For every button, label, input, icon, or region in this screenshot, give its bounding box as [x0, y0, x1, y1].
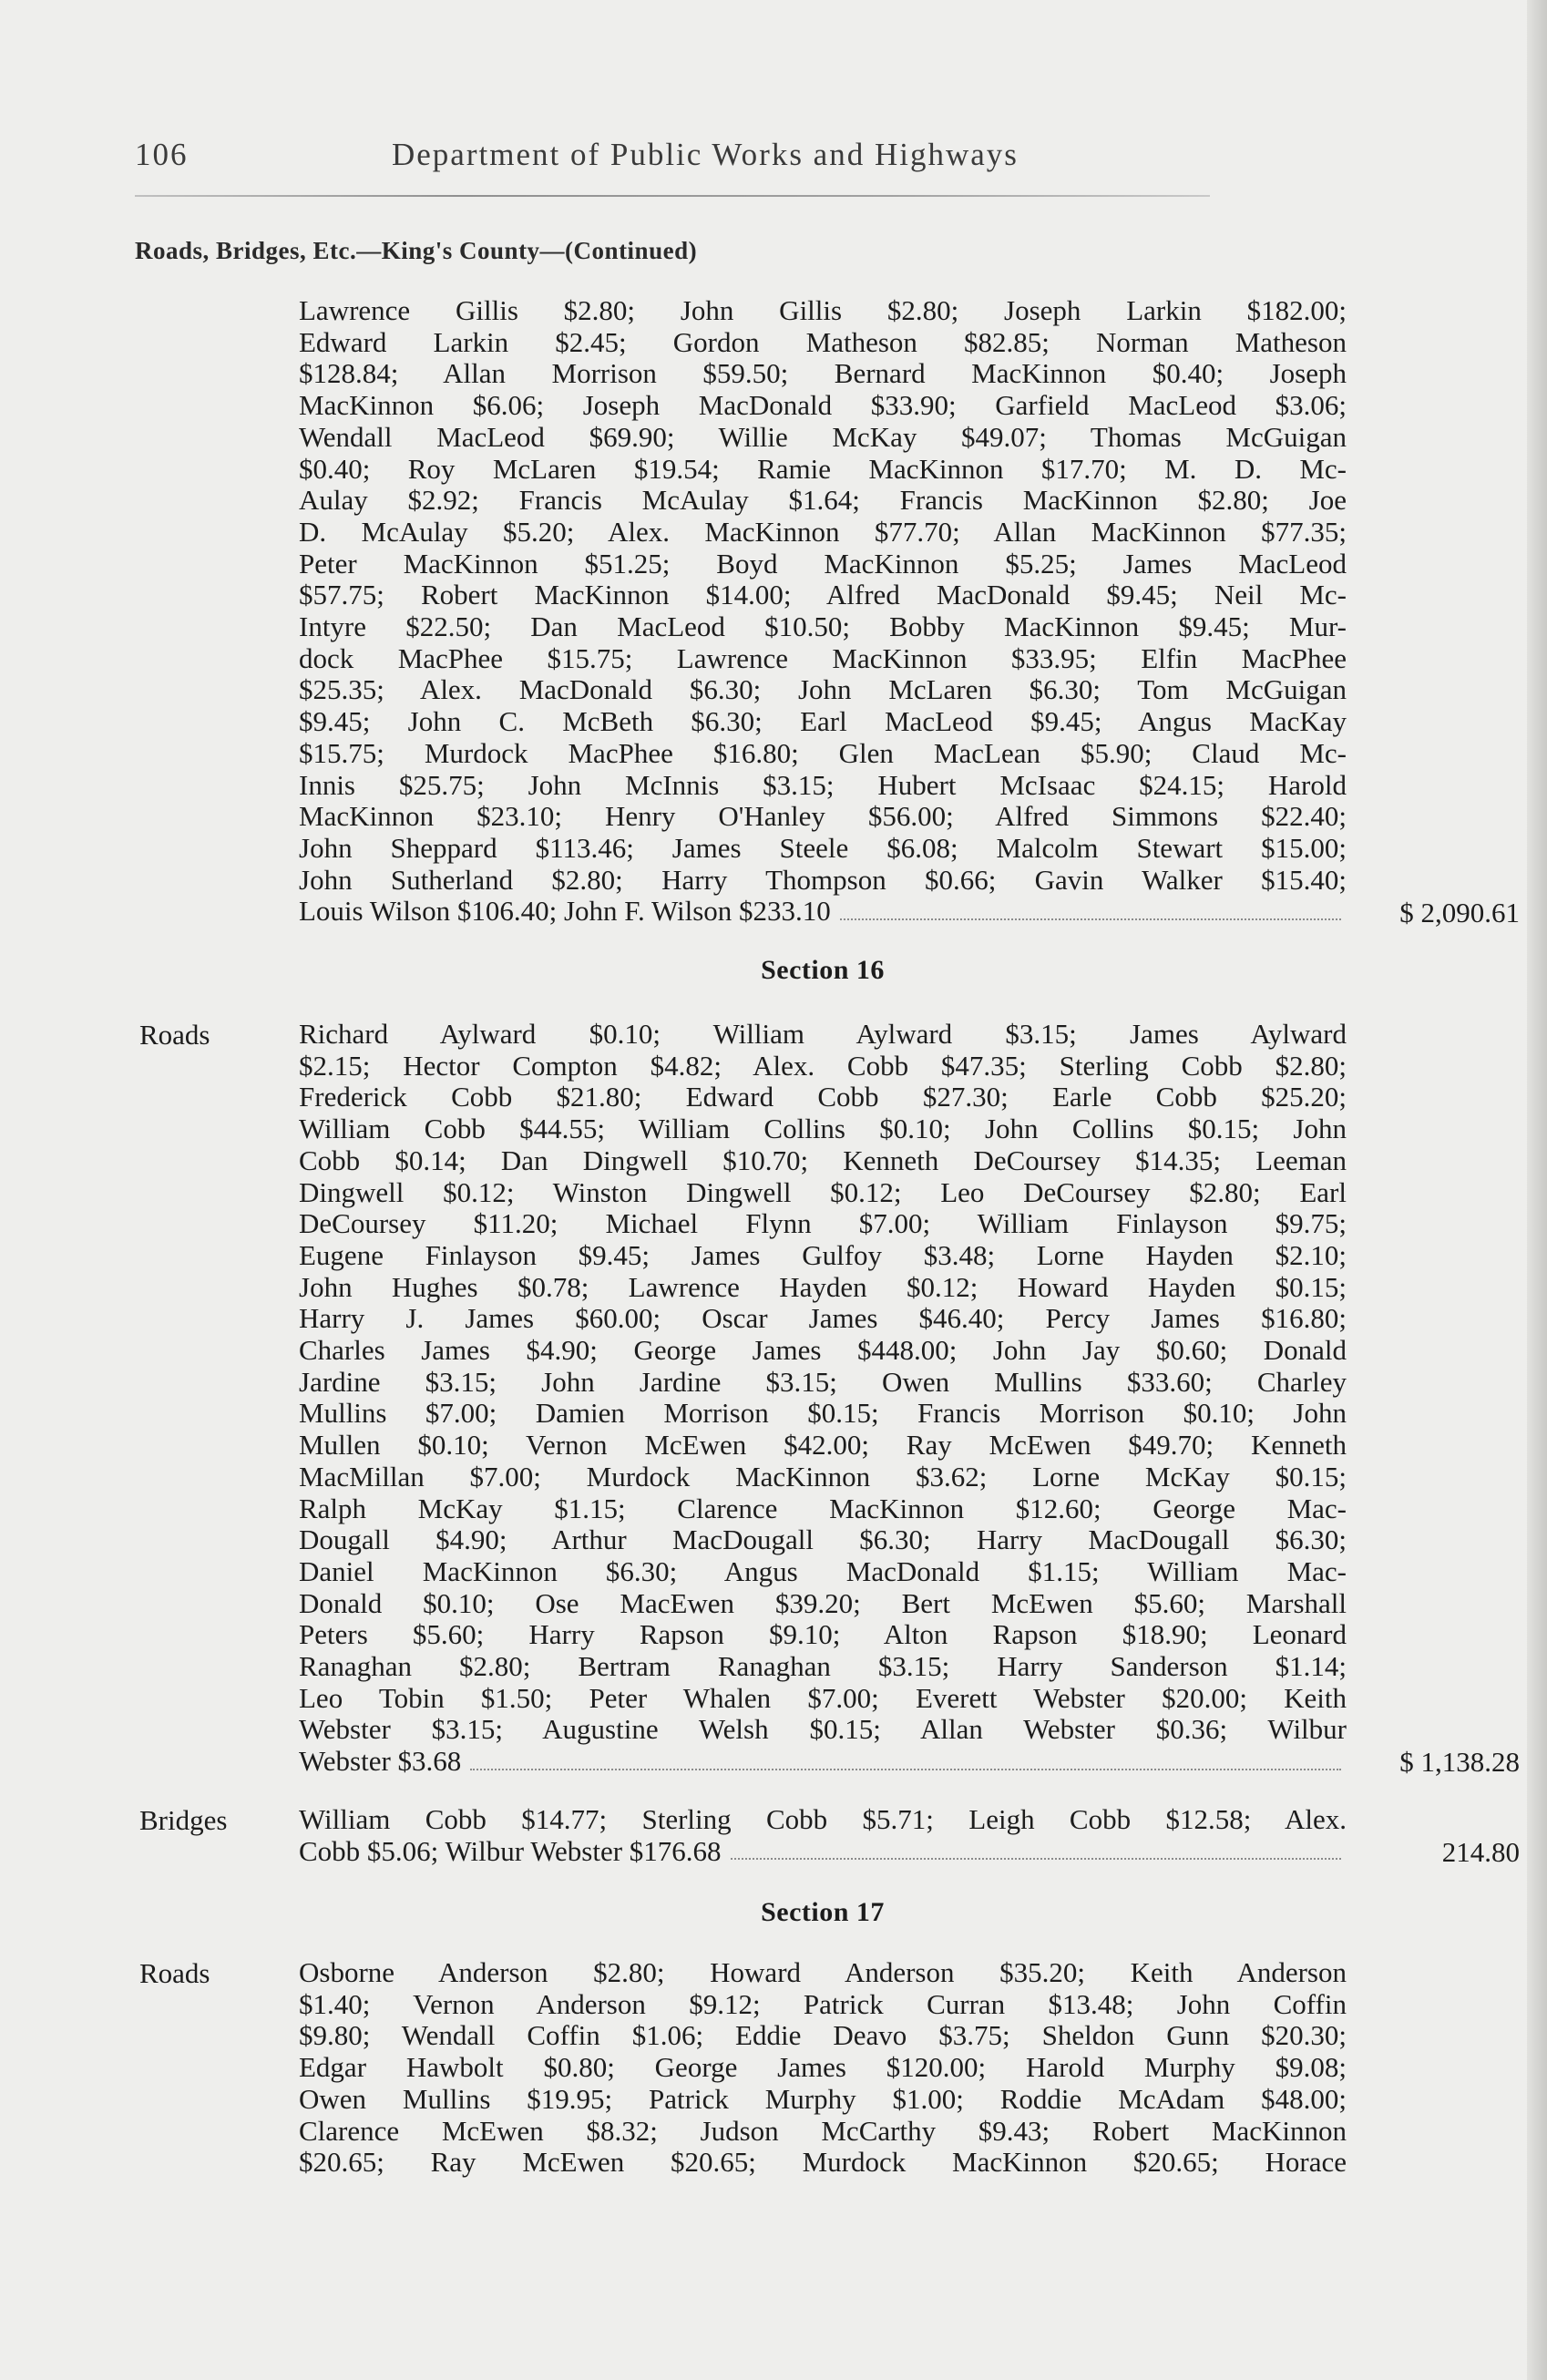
text-line: Innis $25.75; John McInnis $3.15; Hubert McIsaac $24.15; Harold	[299, 768, 1347, 801]
text-line: $2.15; Hector Compton $4.82; Alex. Cobb $47.35; Sterling Cobb $2.80;	[299, 1049, 1347, 1082]
text-line: Harry J. James $60.00; Oscar James $46.40; Percy James $16.80;	[299, 1302, 1347, 1335]
entry-amount: $ 1,138.28	[1399, 1746, 1520, 1778]
dot-leader	[470, 1769, 1341, 1770]
text-line: Lawrence Gillis $2.80; John Gillis $2.80; Joseph Larkin $182.00;	[299, 294, 1347, 326]
text-line: Dougall $4.90; Arthur MacDougall $6.30; Harry MacDougall $6.30;	[299, 1523, 1347, 1556]
text-line: DeCoursey $11.20; Michael Flynn $7.00; William Finlayson $9.75;	[299, 1207, 1347, 1240]
text-line: MacMillan $7.00; Murdock MacKinnon $3.62; Lorne McKay $0.15;	[299, 1460, 1347, 1493]
text-line: Owen Mullins $19.95; Patrick Murphy $1.00; Roddie McAdam $48.00;	[299, 2082, 1347, 2115]
text-line: William Cobb $44.55; William Collins $0.10; John Collins $0.15; John	[299, 1113, 1347, 1145]
text-line: John Hughes $0.78; Lawrence Hayden $0.12; Howard Hayden $0.15;	[299, 1270, 1347, 1303]
entry-lines	[299, 1019, 1347, 1746]
text-line: Frederick Cobb $21.80; Edward Cobb $27.30; Earle Cobb $25.20;	[299, 1081, 1347, 1113]
text-line: D. McAulay $5.20; Alex. MacKinnon $77.70; Allan MacKinnon $77.35;	[299, 515, 1347, 548]
text-line: Mullins $7.00; Damien Morrison $0.15; Francis Morrison $0.10; John	[299, 1397, 1347, 1430]
entry-last-text: Webster $3.68	[299, 1745, 462, 1778]
text-line: Osborne Anderson $2.80; Howard Anderson $35.20; Keith Anderson	[299, 1956, 1347, 1988]
text-line: MacKinnon $23.10; Henry O'Hanley $56.00; Alfred Simmons $22.40;	[299, 800, 1347, 833]
text-line: $25.35; Alex. MacDonald $6.30; John McLaren $6.30; Tom McGuigan	[299, 673, 1347, 706]
page-edge-shadow	[1527, 0, 1547, 2380]
text-line: Aulay $2.92; Francis McAulay $1.64; Francis MacKinnon $2.80; Joe	[299, 484, 1347, 517]
text-line: Edgar Hawbolt $0.80; George James $120.00; Harold Murphy $9.08;	[299, 2051, 1347, 2084]
text-line: Webster $3.15; Augustine Welsh $0.15; Allan Webster $0.36; Wilbur	[299, 1713, 1347, 1746]
text-line: $20.65; Ray McEwen $20.65; Murdock MacKinnon $20.65; Horace	[299, 2146, 1347, 2179]
entry-last-text: Cobb $5.06; Wilbur Webster $176.68	[299, 1834, 722, 1867]
running-head: Roads, Bridges, Etc.—King's County—(Continued)	[135, 237, 698, 264]
entry-last-text: Louis Wilson $106.40; John F. Wilson $233.10	[299, 895, 831, 928]
text-line: Charles James $4.90; George James $448.00; John Jay $0.60; Donald	[299, 1334, 1347, 1367]
dot-leader	[840, 918, 1341, 920]
entry-last-line	[299, 896, 1347, 928]
text-line: Jardine $3.15; John Jardine $3.15; Owen Mullins $33.60; Charley	[299, 1365, 1347, 1398]
entry-lines	[299, 1804, 1347, 1836]
text-line: $9.45; John C. McBeth $6.30; Earl MacLeod $9.45; Angus MacKay	[299, 705, 1347, 738]
section-16-heading: Section 16	[761, 955, 885, 985]
text-line: Ralph McKay $1.15; Clarence MacKinnon $12.60; George Mac-	[299, 1492, 1347, 1524]
text-line: Leo Tobin $1.50; Peter Whalen $7.00; Everett Webster $20.00; Keith	[299, 1681, 1347, 1714]
entry-body	[299, 295, 1347, 928]
entry-amount: 214.80	[1441, 1836, 1520, 1868]
page-title: Department of Public Works and Highways	[392, 137, 1019, 172]
text-line: $128.84; Allan Morrison $59.50; Bernard MacKinnon $0.40; Joseph	[299, 357, 1347, 390]
text-line: John Sheppard $113.46; James Steele $6.08; Malcolm Stewart $15.00;	[299, 831, 1347, 864]
text-line: Peter MacKinnon $51.25; Boyd MacKinnon $5.25; James MacLeod	[299, 547, 1347, 580]
text-line: Daniel MacKinnon $6.30; Angus MacDonald $1.15; William Mac-	[299, 1554, 1347, 1587]
header-rule	[135, 195, 1210, 197]
entry-label-bridges: Bridges	[139, 1804, 228, 1836]
text-line: $15.75; Murdock MacPhee $16.80; Glen MacLean $5.90; Claud Mc-	[299, 736, 1347, 769]
entry-amount: $ 2,090.61	[1399, 897, 1520, 928]
text-line: $1.40; Vernon Anderson $9.12; Patrick Curran $13.48; John Coffin	[299, 1987, 1347, 2020]
text-line: Mullen $0.10; Vernon McEwen $42.00; Ray McEwen $49.70; Kenneth	[299, 1429, 1347, 1462]
text-line: John Sutherland $2.80; Harry Thompson $0.66; Gavin Walker $15.40;	[299, 863, 1347, 896]
entry-last-line	[299, 1746, 1347, 1778]
text-line: Wendall MacLeod $69.90; Willie McKay $49.07; Thomas McGuigan	[299, 420, 1347, 453]
text-line: Cobb $0.14; Dan Dingwell $10.70; Kenneth DeCoursey $14.35; Leeman	[299, 1144, 1347, 1176]
text-line: Clarence McEwen $8.32; Judson McCarthy $9.43; Robert MacKinnon	[299, 2114, 1347, 2147]
text-line: dock MacPhee $15.75; Lawrence MacKinnon $33.95; Elfin MacPhee	[299, 641, 1347, 674]
text-line: Richard Aylward $0.10; William Aylward $3.15; James Aylward	[299, 1018, 1347, 1050]
section-17-heading: Section 17	[761, 1897, 885, 1927]
page-header	[135, 137, 1210, 191]
text-line: Eugene Finlayson $9.45; James Gulfoy $3.48; Lorne Hayden $2.10;	[299, 1238, 1347, 1271]
entry-body	[299, 1957, 1347, 2179]
text-line: Intyre $22.50; Dan MacLeod $10.50; Bobby MacKinnon $9.45; Mur-	[299, 610, 1347, 643]
dot-leader	[731, 1858, 1341, 1860]
entry-lines	[299, 1957, 1347, 2179]
entry-body	[299, 1804, 1347, 1867]
text-line: $9.80; Wendall Coffin $1.06; Eddie Deavo $3.75; Sheldon Gunn $20.30;	[299, 2019, 1347, 2052]
text-line: $0.40; Roy McLaren $19.54; Ramie MacKinnon $17.70; M. D. Mc-	[299, 452, 1347, 485]
text-line: William Cobb $14.77; Sterling Cobb $5.71; Leigh Cobb $12.58; Alex.	[299, 1803, 1347, 1835]
text-line: $57.75; Robert MacKinnon $14.00; Alfred MacDonald $9.45; Neil Mc-	[299, 579, 1347, 611]
entry-label-roads: Roads	[139, 1957, 210, 1989]
text-line: Donald $0.10; Ose MacEwen $39.20; Bert McEwen $5.60; Marshall	[299, 1586, 1347, 1619]
entry-label-roads: Roads	[139, 1019, 210, 1051]
entry-lines	[299, 295, 1347, 896]
page-number: 106	[135, 137, 189, 172]
text-line: Ranaghan $2.80; Bertram Ranaghan $3.15; Harry Sanderson $1.14;	[299, 1650, 1347, 1683]
text-line: MacKinnon $6.06; Joseph MacDonald $33.90; Garfield MacLeod $3.06;	[299, 389, 1347, 422]
entry-body	[299, 1019, 1347, 1778]
entry-last-line	[299, 1836, 1347, 1868]
text-line: Edward Larkin $2.45; Gordon Matheson $82.85; Norman Matheson	[299, 325, 1347, 358]
text-line: Peters $5.60; Harry Rapson $9.10; Alton Rapson $18.90; Leonard	[299, 1618, 1347, 1651]
text-line: Dingwell $0.12; Winston Dingwell $0.12; Leo DeCoursey $2.80; Earl	[299, 1175, 1347, 1208]
